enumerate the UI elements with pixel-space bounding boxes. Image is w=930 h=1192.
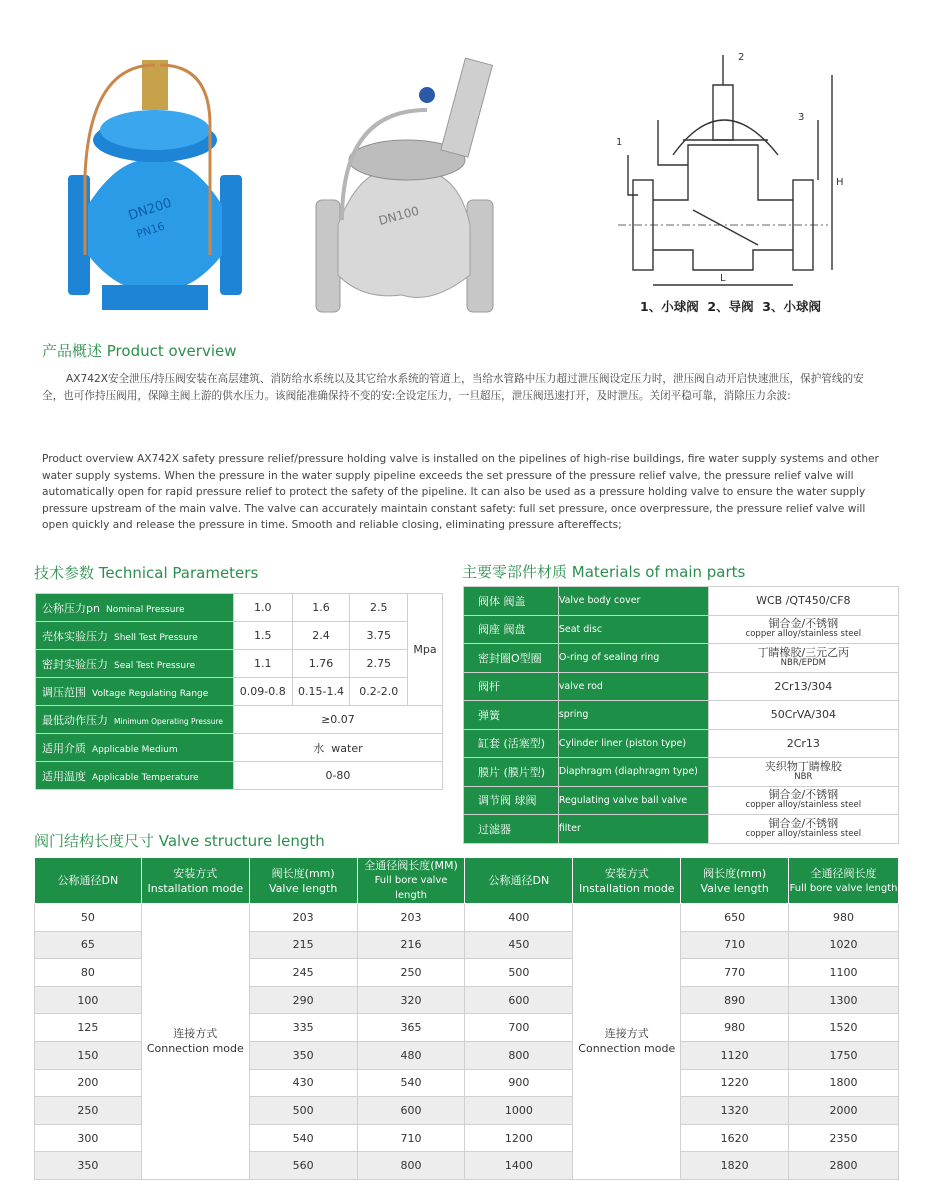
tech-row — [36, 734, 443, 762]
length-cell: 335 — [249, 1014, 357, 1042]
connection-mode-cell — [141, 904, 249, 1180]
overview-chinese-text: AX742X安全泄压/持压阀安装在高层建筑、消防给水系统以及其它给水系统的管道上，当给水管路中压力超过泄压阀设定压力时，泄压阀自动开启快速泄压，保护管线的安全，也可作持压阀用，保障主阀上游的供水压力。该阀能准确保持不变的安:全设定压力，一旦超压，泄压阀迅速打开，及时泄压。关闭平稳可靠，消除压力余波: — [42, 373, 864, 402]
tech-label: 密封实验压力 Seal Test Pressure — [36, 650, 234, 678]
material-part-en: O-ring of sealing ring — [558, 644, 708, 673]
length-cell: 1620 — [681, 1124, 789, 1152]
length-table — [34, 857, 899, 1180]
material-value-main: 铜合金/不锈钢 — [768, 617, 839, 631]
material-value-main: 2Cr13/304 — [774, 679, 833, 693]
material-part-en: Seat disc — [558, 615, 708, 644]
length-header-cell — [789, 858, 899, 904]
materials-row — [464, 615, 899, 644]
materials-row — [464, 587, 899, 616]
tech-title: 技术参数 Technical Parameters — [34, 564, 259, 582]
materials-row — [464, 815, 899, 844]
diagram-callout-2: 2 — [738, 52, 745, 63]
material-value — [708, 672, 898, 701]
length-cell: 980 — [789, 904, 899, 932]
material-part-en: Valve body cover — [558, 587, 708, 616]
length-cell: 560 — [249, 1152, 357, 1180]
material-value — [708, 758, 898, 787]
diagram-callout-3: 3 — [798, 112, 805, 123]
blue-valve-image — [60, 45, 250, 315]
material-value-main: 铜合金/不锈钢 — [768, 788, 839, 802]
connection-mode-zh: 连接方式 — [604, 1027, 649, 1041]
material-part-en: valve rod — [558, 672, 708, 701]
length-header-row — [35, 858, 899, 904]
length-cell: 500 — [465, 959, 573, 987]
material-part-zh: 阀体 阀盖 — [464, 587, 559, 616]
tech-label: 最低动作压力 Minimum Operating Pressure — [36, 706, 234, 734]
length-cell: 650 — [681, 904, 789, 932]
length-cell: 203 — [249, 904, 357, 932]
diagram-dim-h: H — [836, 177, 844, 188]
length-cell: 450 — [465, 931, 573, 959]
blue-valve-size-label: DN200 — [126, 195, 174, 224]
material-value — [708, 587, 898, 616]
material-value — [708, 729, 898, 758]
length-cell: 1020 — [789, 931, 899, 959]
length-cell: 250 — [35, 1097, 142, 1125]
length-cell: 600 — [465, 986, 573, 1014]
material-part-en: Cylinder liner (piston type) — [558, 729, 708, 758]
tech-value: 2.4 — [292, 622, 350, 650]
diagram-caption: 1、小球阀 2、导阀 3、小球阀 — [640, 299, 822, 314]
length-cell: 320 — [357, 986, 465, 1014]
length-header-cell — [141, 858, 249, 904]
material-value-sub: NBR — [794, 771, 813, 782]
length-cell: 980 — [681, 1014, 789, 1042]
material-part-en: spring — [558, 701, 708, 730]
length-cell: 890 — [681, 986, 789, 1014]
length-cell: 203 — [357, 904, 465, 932]
steel-valve-image — [312, 50, 502, 318]
length-header-cell — [249, 858, 357, 904]
materials-row — [464, 644, 899, 673]
connection-mode-zh: 连接方式 — [173, 1027, 218, 1041]
blue-valve-pressure-label: PN16 — [134, 219, 167, 241]
tech-row — [36, 650, 443, 678]
materials-row — [464, 729, 899, 758]
length-header-zh: 安装方式 — [604, 866, 649, 880]
length-header-en: Valve length — [269, 881, 338, 895]
overview-title: 产品概述 Product overview — [42, 342, 237, 360]
length-header-en: Installation mode — [578, 881, 675, 895]
tech-row — [36, 762, 443, 790]
tech-row — [36, 706, 443, 734]
material-value — [708, 644, 898, 673]
materials-row — [464, 758, 899, 787]
material-value — [708, 815, 898, 844]
material-value-main: 铜合金/不锈钢 — [768, 816, 839, 830]
length-header-zh: 全通径阀长度 — [810, 866, 877, 880]
length-header-zh: 阀长度(mm) — [703, 866, 767, 880]
length-cell: 300 — [35, 1124, 142, 1152]
overview-english-text: Product overview AX742X safety pressure relief/pressure holding valve is installed on the pipelines of high-rise buildings, fire water supply systems and other water supply systems. When the pressure in the water supply pipeline exceeds the set pressure of the pressure relief valve, the pressure relief valve will automatically open for rapid pressure relief to protect the safety of the pipeline. It can also be used as a pressure holding valve to ensure the water supply pressure upstream of the main valve. The valve can accurately maintain constant safety: full set pressure, once overpressure, the pressure relief valve will open quickly and release the pressure in time. Smooth and reliable closing, eliminating pressure aftereffects; — [42, 453, 879, 531]
length-cell: 250 — [357, 959, 465, 987]
length-cell: 1320 — [681, 1097, 789, 1125]
length-cell: 365 — [357, 1014, 465, 1042]
length-cell: 500 — [249, 1097, 357, 1125]
length-cell: 290 — [249, 986, 357, 1014]
material-part-zh: 膜片 (膜片型) — [464, 758, 559, 787]
tech-value: 2.5 — [350, 594, 408, 622]
length-header-en: Installation mode — [147, 881, 244, 895]
tech-label: 壳体实验压力 Shell Test Pressure — [36, 622, 234, 650]
length-header-zh: 公称通径DN — [488, 874, 550, 887]
length-cell: 50 — [35, 904, 142, 932]
tech-value: 0-80 — [233, 762, 442, 790]
length-cell: 1750 — [789, 1041, 899, 1069]
tech-row — [36, 678, 443, 706]
length-cell: 430 — [249, 1069, 357, 1097]
length-cell: 710 — [681, 931, 789, 959]
material-value-main: 丁睛橡胶/三元乙丙 — [757, 645, 850, 659]
material-part-zh: 弹簧 — [464, 701, 559, 730]
length-header-en: Full bore valve length — [374, 875, 448, 901]
length-cell: 100 — [35, 986, 142, 1014]
length-cell: 700 — [465, 1014, 573, 1042]
length-cell: 540 — [249, 1124, 357, 1152]
length-cell: 1300 — [789, 986, 899, 1014]
material-value-sub: copper alloy/stainless steel — [745, 828, 862, 839]
length-cell: 65 — [35, 931, 142, 959]
material-value — [708, 701, 898, 730]
length-cell: 1400 — [465, 1152, 573, 1180]
diagram-dim-l: L — [720, 273, 726, 284]
tech-row — [36, 622, 443, 650]
length-cell: 150 — [35, 1041, 142, 1069]
length-cell: 2350 — [789, 1124, 899, 1152]
connection-mode-en: Connection mode — [578, 1042, 676, 1056]
material-part-zh: 调节阀 球阀 — [464, 786, 559, 815]
length-header-zh: 全通径阀长度(MM) — [364, 859, 458, 872]
steel-valve-size-label: DN100 — [377, 203, 421, 228]
length-cell: 350 — [249, 1041, 357, 1069]
tech-label: 适用介质 Applicable Medium — [36, 734, 234, 762]
length-header-cell — [35, 858, 142, 904]
length-cell: 770 — [681, 959, 789, 987]
valve-cross-section-diagram — [598, 45, 860, 320]
material-value — [708, 615, 898, 644]
diagram-callout-1: 1 — [616, 137, 623, 148]
length-cell: 80 — [35, 959, 142, 987]
material-part-zh: 密封圈O型圈 — [464, 644, 559, 673]
tech-value: 水 water — [233, 734, 442, 762]
tech-unit: Mpa — [408, 594, 443, 706]
material-part-zh: 阀座 阀盘 — [464, 615, 559, 644]
material-part-en: Diaphragm (diaphragm type) — [558, 758, 708, 787]
length-header-cell — [681, 858, 789, 904]
material-value — [708, 786, 898, 815]
length-header-zh: 公称通径DN — [57, 874, 119, 887]
length-cell: 1000 — [465, 1097, 573, 1125]
length-cell: 480 — [357, 1041, 465, 1069]
length-cell: 350 — [35, 1152, 142, 1180]
length-title: 阀门结构长度尺寸 Valve structure length — [34, 832, 325, 850]
material-part-zh: 过滤器 — [464, 815, 559, 844]
length-cell: 200 — [35, 1069, 142, 1097]
tech-value: ≥0.07 — [233, 706, 442, 734]
length-cell: 216 — [357, 931, 465, 959]
length-cell: 1800 — [789, 1069, 899, 1097]
length-header-cell — [357, 858, 465, 904]
length-cell: 125 — [35, 1014, 142, 1042]
tech-value: 0.2-2.0 — [350, 678, 408, 706]
length-cell: 400 — [465, 904, 573, 932]
length-cell: 710 — [357, 1124, 465, 1152]
tech-value: 0.15-1.4 — [292, 678, 350, 706]
length-cell: 800 — [357, 1152, 465, 1180]
material-part-zh: 阀杆 — [464, 672, 559, 701]
material-part-en: Regulating valve ball valve — [558, 786, 708, 815]
tech-value: 0.09-0.8 — [233, 678, 292, 706]
length-header-en: Full bore valve length — [789, 882, 898, 894]
tech-label: 公称压力pn Nominal Pressure — [36, 594, 234, 622]
tech-label: 适用温度 Applicable Temperature — [36, 762, 234, 790]
material-part-zh: 缸套 (活塞型) — [464, 729, 559, 758]
tech-value: 1.5 — [233, 622, 292, 650]
material-part-en: filter — [558, 815, 708, 844]
length-header-zh: 阀长度(mm) — [271, 866, 335, 880]
connection-mode-en: Connection mode — [146, 1042, 244, 1056]
connection-mode-cell — [573, 904, 681, 1180]
length-header-cell — [465, 858, 573, 904]
length-cell: 2800 — [789, 1152, 899, 1180]
length-cell: 800 — [465, 1041, 573, 1069]
tech-label: 调压范围 Voltage Regulating Range — [36, 678, 234, 706]
materials-title: 主要零部件材质 Materials of main parts — [462, 563, 746, 581]
tech-table — [35, 593, 443, 790]
tech-value: 1.6 — [292, 594, 350, 622]
material-value-main: WCB /QT450/CF8 — [756, 594, 851, 608]
materials-row — [464, 701, 899, 730]
length-cell: 2000 — [789, 1097, 899, 1125]
material-value-sub: copper alloy/stainless steel — [745, 629, 862, 640]
tech-row — [36, 594, 443, 622]
tech-value: 2.75 — [350, 650, 408, 678]
length-cell: 900 — [465, 1069, 573, 1097]
materials-row — [464, 672, 899, 701]
tech-value: 3.75 — [350, 622, 408, 650]
material-value-sub: copper alloy/stainless steel — [745, 800, 862, 811]
length-cell: 245 — [249, 959, 357, 987]
length-cell: 540 — [357, 1069, 465, 1097]
material-value-sub: NBR/EPDM — [780, 657, 826, 668]
length-header-zh: 安装方式 — [173, 866, 218, 880]
length-cell: 1220 — [681, 1069, 789, 1097]
length-cell: 1200 — [465, 1124, 573, 1152]
length-header-cell — [573, 858, 681, 904]
length-cell: 1100 — [789, 959, 899, 987]
length-header-en: Valve length — [700, 881, 769, 895]
materials-table — [463, 586, 899, 844]
tech-value: 1.1 — [233, 650, 292, 678]
length-cell: 600 — [357, 1097, 465, 1125]
tech-value: 1.0 — [233, 594, 292, 622]
materials-row — [464, 786, 899, 815]
material-value-main: 50CrVA/304 — [770, 708, 836, 722]
length-row — [35, 904, 899, 932]
material-value-main: 2Cr13 — [786, 736, 820, 750]
material-value-main: 夹织物丁睛橡胶 — [764, 759, 842, 773]
length-cell: 1520 — [789, 1014, 899, 1042]
length-cell: 1820 — [681, 1152, 789, 1180]
length-cell: 215 — [249, 931, 357, 959]
length-cell: 1120 — [681, 1041, 789, 1069]
tech-value: 1.76 — [292, 650, 350, 678]
